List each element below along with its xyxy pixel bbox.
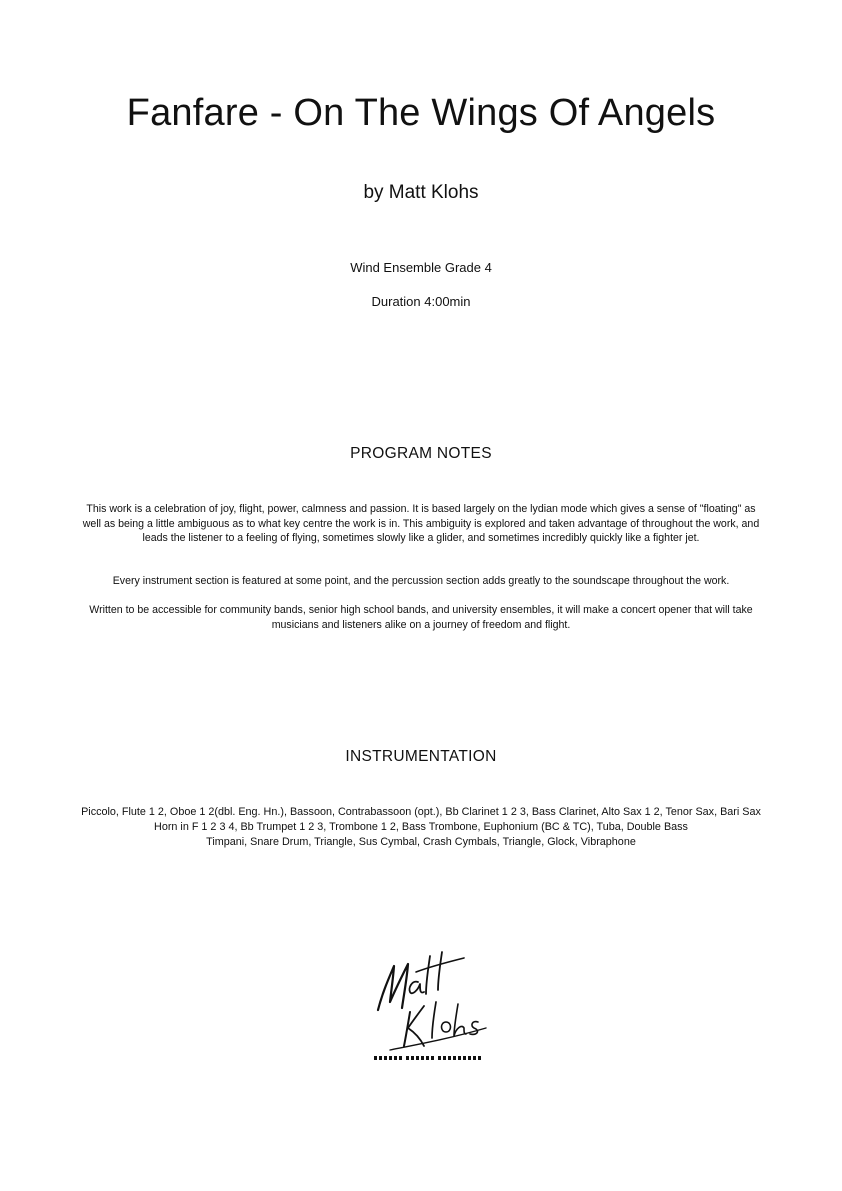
ensemble-grade: Wind Ensemble Grade 4 [350,260,492,275]
program-notes-paragraph-1: This work is a celebration of joy, flight, power, calmness and passion. It is based largely on the lydian mode which gives a sense of "floating" as well as being a little ambiguous as to what key centre the work is in. This ambiguity is explored and taken advantage of throughout the work, and leads the listener to a feeling of flying, sometimes slowly like a glider, and sometimes incredibly quickly like a fighter jet. [82,503,760,544]
instrumentation-line-woodwinds: Piccolo, Flute 1 2, Oboe 1 2(dbl. Eng. Hn.), Bassoon, Contrabassoon (opt.), Bb Clarinet 1 2 3, Bass Clarinet, Alto Sax 1 2, Tenor Sax, Bari Sax [81,806,761,818]
instrumentation-list [30,805,812,850]
page-title: Fanfare - On The Wings Of Angels [126,92,716,134]
duration: Duration 4:00min [371,294,471,309]
instrumentation-line-brass: Horn in F 1 2 3 4, Bb Trumpet 1 2 3, Trombone 1 2, Bass Trombone, Euphonium (BC & TC), Tuba, Double Bass [154,821,688,833]
program-notes-paragraph-2: Every instrument section is featured at some point, and the percussion section adds greatly to the soundscape throughout the work. [112,575,730,587]
instrumentation-line-percussion: Timpani, Snare Drum, Triangle, Sus Cymbal, Crash Cymbals, Triangle, Glock, Vibraphone [206,836,636,848]
instrumentation-heading: INSTRUMENTATION [345,748,497,765]
program-notes-paragraph-3: Written to be accessible for community bands, senior high school bands, and university ensembles, it will make a concert opener that will take musicians and listeners alike on a journey of freedom and flight. [89,604,753,631]
signature-logo [360,942,500,1064]
program-notes-heading: PROGRAM NOTES [350,445,492,462]
composer-byline: by Matt Klohs [363,182,479,203]
